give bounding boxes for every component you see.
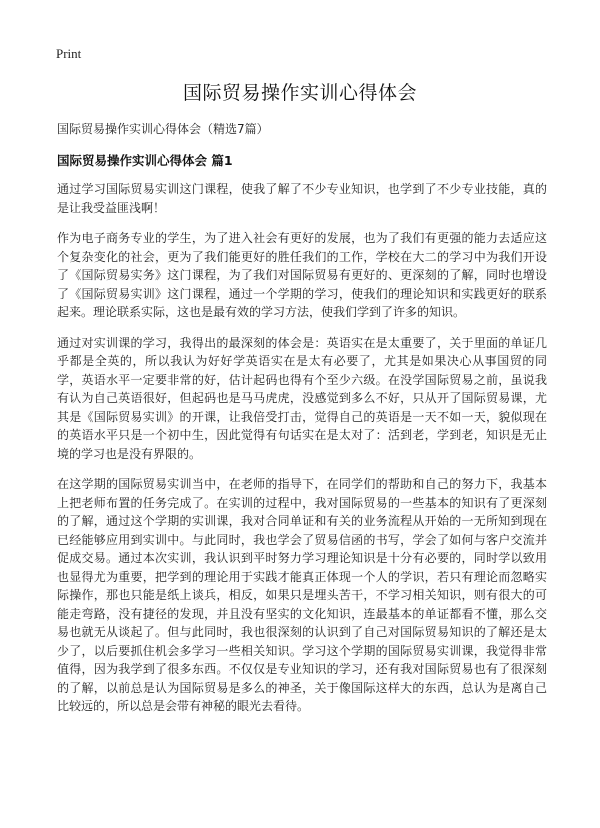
paragraph: 作为电子商务专业的学生，为了进入社会有更好的发展，也为了我们有更强的能力去适应这个复杂变化的社会，更为了我们能更好的胜任我们的工作，学校在大二的学习中为我们开设了《国际贸易实务》这门课程，为了我们对国际贸易有更好的、更深刻的了解，同时也增设了《国际贸易实训》这门课程，通过一个学期的学习，使我们的理论知识和实践更好的联系起来。理论联系实际，这也是最有效的学习方法，使我们学到了许多的知识。 — [57, 231, 547, 319]
article-body — [57, 180, 547, 728]
print-link[interactable]: Print — [56, 46, 82, 61]
section-heading: 国际贸易操作实训心得体会 篇1 — [57, 153, 233, 168]
document-subtitle: 国际贸易操作实训心得体会（精选7篇） — [57, 122, 269, 136]
document-title: 国际贸易操作实训心得体会 — [182, 82, 417, 104]
paragraph: 通过学习国际贸易实训这门课程，使我了解了不少专业知识，也学到了不少专业技能，真的是让我受益匪浅啊！ — [57, 182, 547, 215]
paragraph: 通过对实训课的学习，我得出的最深刻的体会是：英语实在是太重要了，关于里面的单证几乎都是全英的，所以我认为好好学英语实在是太有必要了，尤其是如果决心从事国贸的同学，英语水平一定要非常的好，估计起码也得有个至少六级。在没学国际贸易之前，虽说我有认为自己英语很好，但起码也是马马虎虎，没感觉到多么不好，只从开了国际贸易课，尤其是《国际贸易实训》的开课，让我倍受打击，觉得自己的英语是一天不如一天，貌似现在的英语水平只是一个初中生，因此觉得有句话实在是太对了：活到老，学到老，知识是无止境的学习也是没有界限的。 — [57, 335, 547, 461]
paragraph: 在这学期的国际贸易实训当中，在老师的指导下，在同学们的帮助和自己的努力下，我基本上把老师布置的任务完成了。在实训的过程中，我对国际贸易的一些基本的知识有了更深刻的了解，通过这个学期的实训课，我对合同单证和有关的业务流程从开始的一无所知到现在已经能够应用到实训中。与此同时，我也学会了贸易信函的书写，学会了如何与客户交流并促成交易。通过本次实训，我认识到平时努力学习理论知识是十分有必要的，同时学以致用也显得尤为重要，把学到的理论用于实践才能真正体现一个人的学识，若只有理论而忽略实际操作，那也只能是纸上谈兵，相反，如果只是埋头苦干，不学习相关知识，则有很大的可能走弯路，没有捷径的发现，并且没有坚实的文化知识，连最基本的单证都看不懂，那么交易也就无从谈起了。但与此同时，我也很深刻的认识到了自己对国际贸易知识的了解还是太少了，以后要抓住机会多学习一些相关知识。学习这个学期的国际贸易实训课，我觉得非常值得，因为我学到了很多东西。不仅仅是专业知识的学习，还有我对国际贸易也有了很深刻的了解，以前总是认为国际贸易是多么的神圣，关于像国际这样大的东西，总认为是离自己比较远的，所以总是会带有神秘的眼光去看待。 — [57, 477, 547, 713]
